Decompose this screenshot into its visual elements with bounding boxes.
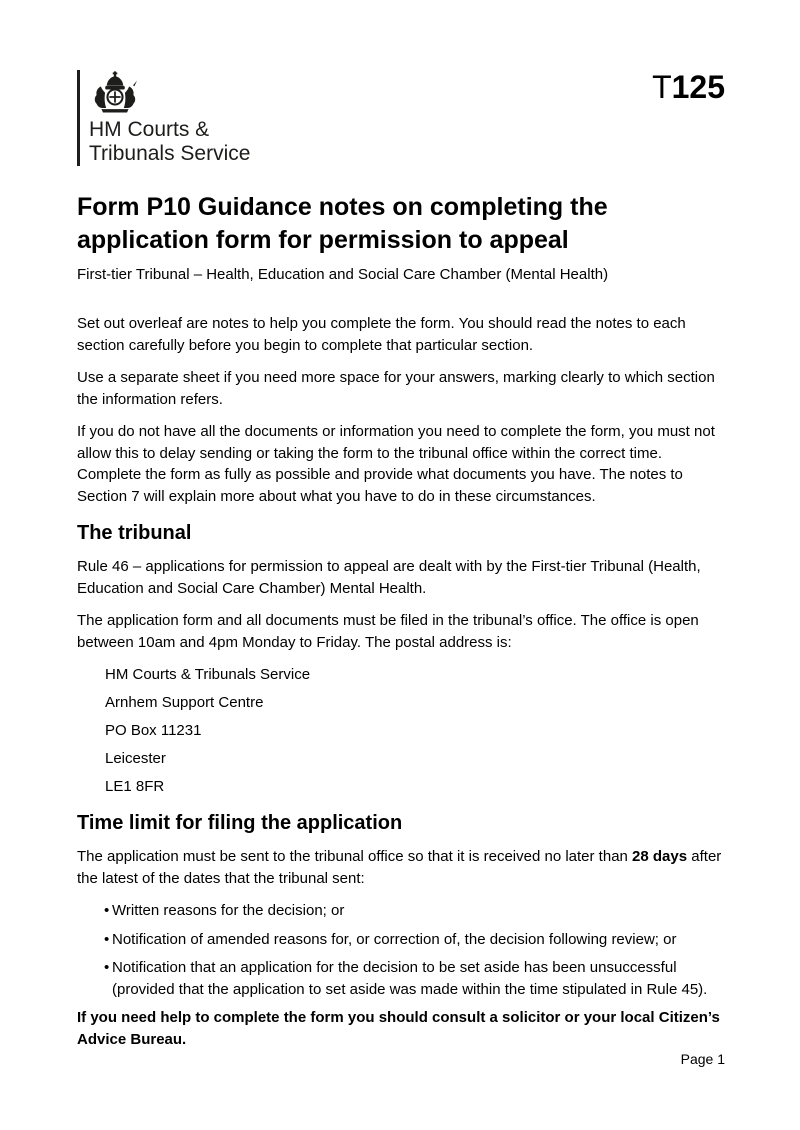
- time-limit-text-before: The application must be sent to the tribunal office so that it is received no later than: [77, 848, 633, 865]
- time-limit-intro-paragraph: [77, 846, 725, 889]
- intro-paragraph-1: Set out overleaf are notes to help you complete the form. You should read the notes to each section carefully before you begin to complete that particular section.: [77, 315, 686, 354]
- closing-advice-paragraph: If you need help to complete the form you should consult a solicitor or your local Citizen’s Advice Bureau.: [77, 1009, 720, 1048]
- bullet-icon: •: [104, 930, 110, 948]
- time-limit-bullet-list: [77, 900, 725, 1000]
- intro-paragraph-2: Use a separate sheet if you need more space for your answers, marking clearly to which section the information refers.: [77, 369, 715, 408]
- time-limit-bold-28-days: 28 days: [632, 848, 688, 865]
- address-line: Leicester: [105, 750, 166, 767]
- address-line: PO Box 11231: [105, 722, 202, 739]
- intro-paragraph-3: If you do not have all the documents or information you need to complete the form, you must not allow this to delay sending or taking the form to the tribunal office within the correct time. Complete the form as fully as possible and provide what documents you have. The notes to Section 7 will explain more about what you have to do in these circumstances.: [77, 423, 715, 505]
- tribunal-paragraph-2: The application form and all documents must be filed in the tribunal’s office. The office is open between 10am and 4pm Monday to Friday. The postal address is:: [77, 612, 699, 651]
- hmcts-logo-line2: Tribunals Service: [89, 142, 251, 165]
- bullet-icon: •: [104, 902, 110, 919]
- page-subtitle: First-tier Tribunal – Health, Education and Social Care Chamber (Mental Health): [77, 266, 609, 283]
- page-header: [77, 70, 725, 166]
- list-item: [77, 900, 725, 922]
- page-title: Form P10 Guidance notes on completing the application form for permission to appeal: [77, 193, 608, 254]
- section-heading-time-limit: Time limit for filing the application: [77, 812, 403, 834]
- list-item: [77, 929, 725, 951]
- royal-coat-of-arms-icon: [89, 71, 250, 115]
- hmcts-logo-text: [89, 118, 250, 166]
- address-line: LE1 8FR: [105, 778, 165, 795]
- list-item: [77, 957, 725, 1000]
- time-limit-text-after: after the latest of the dates that the tribunal sent:: [77, 848, 722, 887]
- hmcts-logo-line1: HM Courts &: [89, 118, 210, 141]
- tribunal-paragraph-1: Rule 46 – applications for permission to appeal are dealt with by the First-tier Tribunal (Health, Education and Social Care Chamber) Mental Health.: [77, 558, 701, 597]
- bullet-text: Notification that an application for the decision to be set aside has been unsuccessful (provided that the application to set aside was made within the time stipulated in Rule 45).: [112, 959, 708, 998]
- hmcts-logo: [77, 70, 250, 166]
- address-line: HM Courts & Tribunals Service: [105, 666, 311, 683]
- form-code-number: 125: [671, 69, 725, 105]
- form-code-prefix: T: [652, 69, 672, 105]
- page-number: Page 1: [680, 1051, 725, 1067]
- postal-address-block: [77, 664, 725, 797]
- bullet-text: Written reasons for the decision; or: [112, 902, 345, 919]
- bullet-icon: •: [104, 959, 110, 976]
- form-code: [652, 70, 725, 104]
- bullet-text: Notification of amended reasons for, or correction of, the decision following review; or: [112, 930, 677, 948]
- section-heading-the-tribunal: The tribunal: [77, 522, 192, 544]
- address-line: Arnhem Support Centre: [105, 694, 264, 711]
